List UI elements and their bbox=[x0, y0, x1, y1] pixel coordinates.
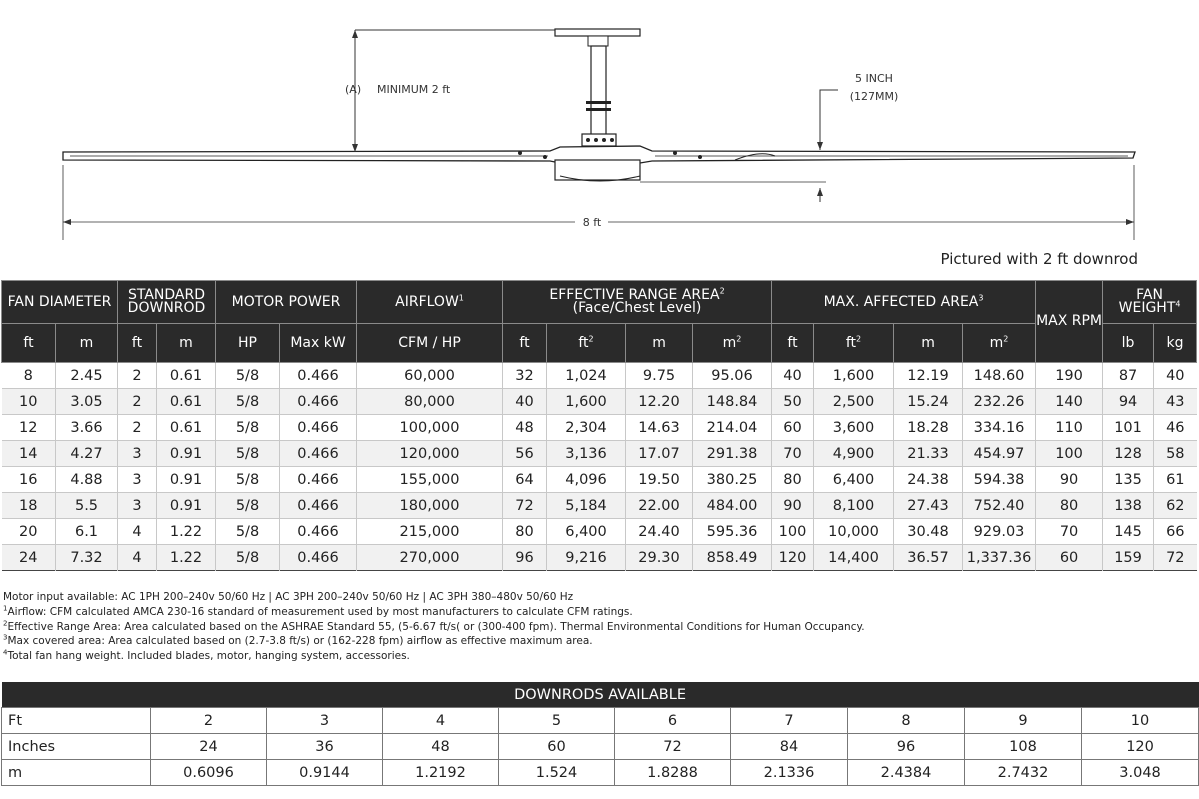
spec-cell: 0.61 bbox=[157, 389, 216, 415]
unit-header: ft bbox=[118, 324, 157, 363]
spec-cell: 159 bbox=[1103, 545, 1154, 571]
spec-cell: 1,600 bbox=[547, 389, 626, 415]
unit-header: ft bbox=[2, 324, 56, 363]
fan-dimension-diagram bbox=[0, 0, 1199, 245]
spec-cell: 138 bbox=[1103, 493, 1154, 519]
spec-cell: 4 bbox=[118, 545, 157, 571]
spec-cell: 1.22 bbox=[157, 519, 216, 545]
spec-cell: 12 bbox=[19, 419, 38, 436]
spec-cell: 291.38 bbox=[693, 441, 772, 467]
spec-cell: 24.40 bbox=[626, 519, 693, 545]
spec-table bbox=[1, 280, 1197, 571]
spec-cell: 14,400 bbox=[814, 545, 894, 571]
downrod-cell: 3.048 bbox=[1082, 760, 1199, 786]
spec-cell: 0.466 bbox=[280, 415, 357, 441]
downrod-row-label: m bbox=[2, 760, 151, 786]
downrod-row bbox=[2, 708, 1199, 734]
downrods-title: DOWNRODS AVAILABLE bbox=[2, 682, 1199, 708]
downrod-cell: 0.9144 bbox=[267, 760, 383, 786]
label-a: (A) bbox=[345, 83, 362, 96]
spec-cell: 2,304 bbox=[547, 415, 626, 441]
downrod-cell: 36 bbox=[267, 734, 383, 760]
spec-cell: 24.38 bbox=[894, 467, 963, 493]
spec-cell: 1.22 bbox=[157, 545, 216, 571]
header-fan-weight: FAN WEIGHT$^4$ bbox=[1103, 281, 1197, 324]
label-five-inch: 5 INCH bbox=[855, 72, 893, 85]
spec-cell: 100 bbox=[772, 519, 814, 545]
spec-cell: 10 bbox=[2, 389, 56, 415]
header-motor-power: MOTOR POWER bbox=[216, 281, 357, 324]
downrod-cell: 2.7432 bbox=[965, 760, 1082, 786]
spec-cell: 2,500 bbox=[814, 389, 894, 415]
spec-cell: 145 bbox=[1103, 519, 1154, 545]
downrod bbox=[591, 46, 606, 136]
spec-cell: 56 bbox=[503, 441, 547, 467]
unit-header: $ft^2$ bbox=[814, 324, 894, 363]
spec-cell: 90 bbox=[1036, 467, 1103, 493]
spec-cell: 6.1 bbox=[56, 519, 118, 545]
downrod-cell: 60 bbox=[499, 734, 615, 760]
spec-cell: 21.33 bbox=[894, 441, 963, 467]
spec-cell: 4,900 bbox=[814, 441, 894, 467]
spec-cell: 3 bbox=[118, 493, 157, 519]
spec-row bbox=[2, 493, 1197, 519]
spec-cell: 80 bbox=[503, 519, 547, 545]
downrod-cell: 3 bbox=[267, 708, 383, 734]
spec-cell: 36.57 bbox=[894, 545, 963, 571]
spec-cell: 32 bbox=[503, 363, 547, 389]
spec-cell: 0.91 bbox=[157, 493, 216, 519]
spec-cell: 80 bbox=[772, 467, 814, 493]
spec-cell: 3 bbox=[118, 441, 157, 467]
spec-cell: 46 bbox=[1154, 415, 1197, 441]
header-effective-range: EFFECTIVE RANGE AREA$^2$ (Face/Chest Level) bbox=[503, 281, 772, 324]
unit-header: lb bbox=[1103, 324, 1154, 363]
spec-cell: 60 bbox=[1036, 545, 1103, 571]
spec-cell: 4.88 bbox=[56, 467, 118, 493]
spec-cell: 96 bbox=[503, 545, 547, 571]
spec-cell: 5/8 bbox=[216, 363, 280, 389]
spec-cell: 0.466 bbox=[280, 467, 357, 493]
spec-cell: 8 bbox=[23, 367, 33, 384]
spec-cell: 5/8 bbox=[216, 441, 280, 467]
spec-cell: 7.32 bbox=[56, 545, 118, 571]
spec-row bbox=[2, 467, 1197, 493]
spec-cell: 4.27 bbox=[56, 441, 118, 467]
spec-cell: 14 bbox=[2, 441, 56, 467]
spec-cell: 4 bbox=[118, 519, 157, 545]
header-standard-downrod: STANDARD DOWNROD bbox=[118, 281, 216, 324]
unit-header: HP bbox=[216, 324, 280, 363]
spec-cell: 60 bbox=[772, 415, 814, 441]
unit-header: Max kW bbox=[280, 324, 357, 363]
downrod-row bbox=[2, 760, 1199, 786]
unit-header: $m^2$ bbox=[963, 324, 1036, 363]
spec-cell: 5/8 bbox=[216, 493, 280, 519]
spec-cell: 10,000 bbox=[814, 519, 894, 545]
spec-cell: 0.466 bbox=[280, 519, 357, 545]
spec-cell: 9.75 bbox=[626, 363, 693, 389]
spec-cell: 270,000 bbox=[357, 545, 503, 571]
spec-cell: 0.91 bbox=[157, 441, 216, 467]
downrod-cell: 8 bbox=[848, 708, 965, 734]
spec-cell: 2.45 bbox=[56, 363, 118, 389]
downrod-cell: 1.8288 bbox=[615, 760, 731, 786]
spec-cell: 62 bbox=[1154, 493, 1197, 519]
spec-cell: 101 bbox=[1103, 415, 1154, 441]
spec-cell: 66 bbox=[1154, 519, 1197, 545]
spec-cell: 6,400 bbox=[547, 519, 626, 545]
spec-cell: 5,184 bbox=[547, 493, 626, 519]
spec-cell: 214.04 bbox=[693, 415, 772, 441]
spec-cell: 48 bbox=[503, 415, 547, 441]
spec-row bbox=[2, 415, 1197, 441]
spec-cell: 61 bbox=[1154, 467, 1197, 493]
spec-cell: 0.466 bbox=[280, 363, 357, 389]
spec-cell: 5/8 bbox=[216, 467, 280, 493]
unit-header: $ft^2$ bbox=[547, 324, 626, 363]
spec-cell: 155,000 bbox=[357, 467, 503, 493]
spec-cell: 14.63 bbox=[626, 415, 693, 441]
spec-cell: 40 bbox=[772, 363, 814, 389]
diagram-caption: Pictured with 2 ft downrod bbox=[940, 250, 1138, 268]
spec-cell: 90 bbox=[772, 493, 814, 519]
spec-row bbox=[2, 389, 1197, 415]
downrod-cell: 1.2192 bbox=[383, 760, 499, 786]
spec-cell: 484.00 bbox=[693, 493, 772, 519]
note-1: $^1$Airflow: CFM calculated AMCA 230-16 standard of measurement used by most manufacturers to calculate CFM ratings. bbox=[3, 604, 633, 618]
spec-cell: 100,000 bbox=[357, 415, 503, 441]
spec-cell: 190 bbox=[1036, 363, 1103, 389]
spec-cell: 5.5 bbox=[56, 493, 118, 519]
spec-cell: 12.20 bbox=[626, 389, 693, 415]
spec-cell: 140 bbox=[1036, 389, 1103, 415]
spec-cell: 595.36 bbox=[693, 519, 772, 545]
note-motor-input: Motor input available: AC 1PH 200–240v 50/60 Hz | AC 3PH 200–240v 50/60 Hz | AC 3PH 380–480v 50/60 Hz bbox=[3, 591, 574, 603]
spec-cell: 858.49 bbox=[693, 545, 772, 571]
spec-cell: 2 bbox=[118, 363, 157, 389]
spec-cell: 64 bbox=[503, 467, 547, 493]
spec-cell: 3,600 bbox=[814, 415, 894, 441]
spec-cell: 232.26 bbox=[963, 389, 1036, 415]
spec-cell: 1,600 bbox=[814, 363, 894, 389]
spec-cell: 334.16 bbox=[963, 415, 1036, 441]
spec-cell: 8,100 bbox=[814, 493, 894, 519]
spec-cell: 100 bbox=[1036, 441, 1103, 467]
unit-header: $m^2$ bbox=[693, 324, 772, 363]
unit-header: ft bbox=[772, 324, 814, 363]
spec-row bbox=[2, 519, 1197, 545]
downrod-cell: 1.524 bbox=[499, 760, 615, 786]
spec-cell: 3.66 bbox=[56, 415, 118, 441]
label-span: 8 ft bbox=[582, 216, 602, 229]
spec-cell: 4,096 bbox=[547, 467, 626, 493]
downrod-cell: 7 bbox=[731, 708, 848, 734]
spec-cell: 5/8 bbox=[216, 545, 280, 571]
downrod-cell: 120 bbox=[1082, 734, 1199, 760]
spec-cell: 17.07 bbox=[626, 441, 693, 467]
spec-cell: 94 bbox=[1103, 389, 1154, 415]
header-fan-diameter: FAN DIAMETER bbox=[2, 281, 118, 324]
downrod-cell: 24 bbox=[151, 734, 267, 760]
downrod-cell: 2 bbox=[151, 708, 267, 734]
spec-cell: 5/8 bbox=[216, 415, 280, 441]
unit-header: CFM / HP bbox=[357, 324, 503, 363]
downrod-cell: 48 bbox=[383, 734, 499, 760]
spec-cell: 3 bbox=[118, 467, 157, 493]
spec-cell: 70 bbox=[1036, 519, 1103, 545]
downrods-table bbox=[1, 682, 1199, 786]
spec-cell: 0.61 bbox=[157, 415, 216, 441]
spec-cell: 16 bbox=[19, 471, 38, 488]
spec-cell: 58 bbox=[1154, 441, 1197, 467]
spec-cell: 148.84 bbox=[693, 389, 772, 415]
spec-cell: 148.60 bbox=[963, 363, 1036, 389]
spec-cell: 594.38 bbox=[963, 467, 1036, 493]
spec-cell: 80,000 bbox=[357, 389, 503, 415]
downrod-cell: 0.6096 bbox=[151, 760, 267, 786]
header-airflow: AIRFLOW$^1$ bbox=[357, 281, 503, 324]
label-minimum: MINIMUM 2 ft bbox=[377, 83, 451, 96]
spec-cell: 40 bbox=[503, 389, 547, 415]
spec-cell: 80 bbox=[1036, 493, 1103, 519]
header-max-rpm: MAX RPM bbox=[1036, 281, 1103, 363]
spec-cell: 454.97 bbox=[963, 441, 1036, 467]
unit-header: ft bbox=[503, 324, 547, 363]
spec-cell: 5/8 bbox=[216, 519, 280, 545]
spec-cell: 5/8 bbox=[216, 389, 280, 415]
note-4: $^4$Total fan hang weight. Included blades, motor, hanging system, accessories. bbox=[3, 648, 410, 663]
spec-cell: 87 bbox=[1103, 363, 1154, 389]
downrod-cell: 9 bbox=[965, 708, 1082, 734]
spec-cell: 3,136 bbox=[547, 441, 626, 467]
downrod-cell: 72 bbox=[615, 734, 731, 760]
spec-cell: 30.48 bbox=[894, 519, 963, 545]
spec-cell: 0.466 bbox=[280, 389, 357, 415]
downrod-cell: 96 bbox=[848, 734, 965, 760]
spec-cell: 43 bbox=[1154, 389, 1197, 415]
spec-cell: 0.61 bbox=[157, 363, 216, 389]
spec-cell: 27.43 bbox=[894, 493, 963, 519]
spec-cell: 1,024 bbox=[547, 363, 626, 389]
spec-cell: 70 bbox=[772, 441, 814, 467]
downrod-cell: 2.1336 bbox=[731, 760, 848, 786]
spec-cell: 180,000 bbox=[357, 493, 503, 519]
spec-cell: 120 bbox=[772, 545, 814, 571]
spec-cell: 0.466 bbox=[280, 545, 357, 571]
spec-cell: 9,216 bbox=[547, 545, 626, 571]
spec-cell: 1,337.36 bbox=[963, 545, 1036, 571]
downrod-row-label: Inches bbox=[2, 734, 151, 760]
spec-cell: 40 bbox=[1154, 363, 1197, 389]
spec-cell: 95.06 bbox=[693, 363, 772, 389]
unit-header: m bbox=[626, 324, 693, 363]
spec-cell: 380.25 bbox=[693, 467, 772, 493]
downrod-cell: 4 bbox=[383, 708, 499, 734]
spec-cell: 20 bbox=[19, 523, 38, 540]
footnotes bbox=[3, 590, 865, 664]
downrods-body bbox=[2, 708, 1199, 786]
unit-header: m bbox=[157, 324, 216, 363]
units-row bbox=[2, 324, 1197, 363]
spec-cell: 0.466 bbox=[280, 493, 357, 519]
mount-plate bbox=[555, 29, 640, 36]
note-2: $^2$Effective Range Area: Area calculated based on the ASHRAE Standard 55, (5-6.67 ft/s( or (300-400 fpm). Thermal Environmental Conditions for Human Occupancy. bbox=[3, 619, 865, 633]
header-max-affected: MAX. AFFECTED AREA$^3$ bbox=[772, 281, 1036, 324]
unit-header: kg bbox=[1154, 324, 1197, 363]
label-127mm: (127MM) bbox=[849, 90, 899, 103]
spec-row bbox=[2, 545, 1197, 571]
spec-row bbox=[2, 363, 1197, 389]
spec-cell: 15.24 bbox=[894, 389, 963, 415]
downrod-cell: 108 bbox=[965, 734, 1082, 760]
downrod-cell: 6 bbox=[615, 708, 731, 734]
spec-cell: 929.03 bbox=[963, 519, 1036, 545]
spec-cell: 72 bbox=[503, 493, 547, 519]
spec-cell: 18.28 bbox=[894, 415, 963, 441]
spec-table-body bbox=[2, 363, 1197, 571]
spec-cell: 752.40 bbox=[963, 493, 1036, 519]
unit-header: m bbox=[56, 324, 118, 363]
spec-cell: 0.91 bbox=[157, 467, 216, 493]
spec-cell: 0.466 bbox=[280, 441, 357, 467]
spec-cell: 18 bbox=[2, 493, 56, 519]
spec-cell: 3.05 bbox=[56, 389, 118, 415]
downrod-cell: 84 bbox=[731, 734, 848, 760]
spec-cell: 72 bbox=[1154, 545, 1197, 571]
downrod-cell: 10 bbox=[1082, 708, 1199, 734]
downrod-cell: 5 bbox=[499, 708, 615, 734]
unit-header: m bbox=[894, 324, 963, 363]
spec-cell: 6,400 bbox=[814, 467, 894, 493]
spec-cell: 128 bbox=[1103, 441, 1154, 467]
spec-cell: 12.19 bbox=[894, 363, 963, 389]
spec-cell: 50 bbox=[772, 389, 814, 415]
note-3: $^3$Max covered area: Area calculated based on (2.7-3.8 ft/s) or (162-228 fpm) airflow as effective maximum area. bbox=[3, 633, 593, 648]
spec-cell: 29.30 bbox=[626, 545, 693, 571]
downrod-row bbox=[2, 734, 1199, 760]
spec-cell: 22.00 bbox=[626, 493, 693, 519]
spec-cell: 24 bbox=[2, 545, 56, 571]
spec-cell: 19.50 bbox=[626, 467, 693, 493]
downrod-cell: 2.4384 bbox=[848, 760, 965, 786]
spec-cell: 2 bbox=[118, 415, 157, 441]
spec-cell: 60,000 bbox=[357, 363, 503, 389]
spec-cell: 215,000 bbox=[357, 519, 503, 545]
spec-cell: 120,000 bbox=[357, 441, 503, 467]
spec-row bbox=[2, 441, 1197, 467]
spec-cell: 110 bbox=[1036, 415, 1103, 441]
spec-cell: 135 bbox=[1103, 467, 1154, 493]
spec-cell: 2 bbox=[118, 389, 157, 415]
downrod-row-label: Ft bbox=[2, 708, 151, 734]
